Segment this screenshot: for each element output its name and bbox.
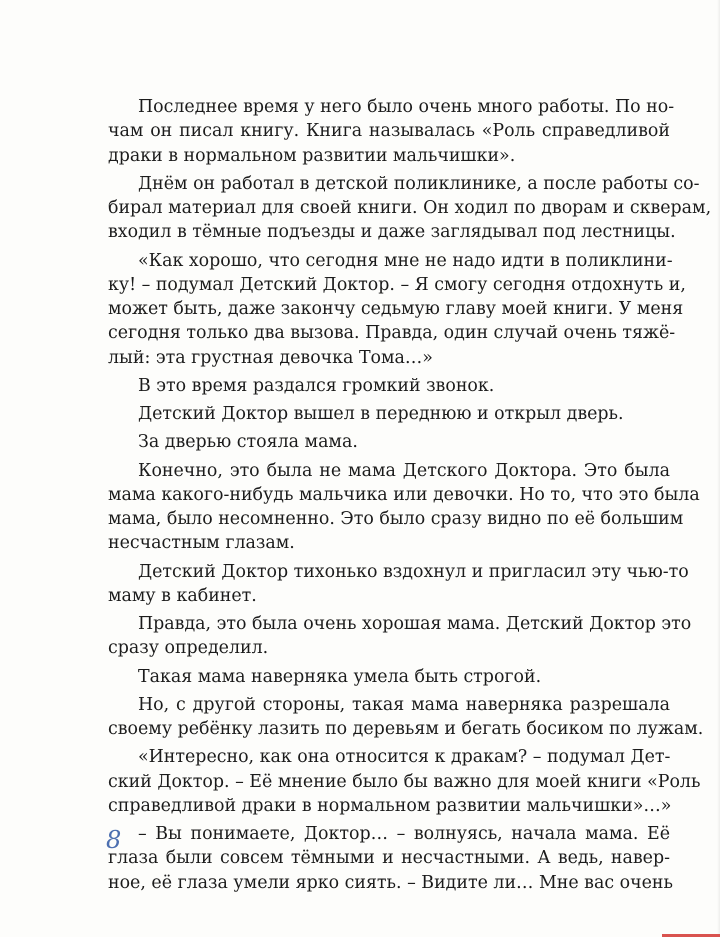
text-line: мама, было несомненно. Это было сразу видно по её большим <box>108 509 684 529</box>
text-line: бирал материал для своей книги. Он ходил по дворам и скверам, <box>108 198 712 218</box>
paragraph <box>108 459 700 556</box>
text-line: В это время раздался громкий звонок. <box>138 375 495 396</box>
text-line: Конечно, это была не мама Детского Доктора. Это была <box>138 460 670 481</box>
paragraph <box>108 95 675 168</box>
paragraph <box>108 665 670 689</box>
text-line: ку! – подумал Детский Доктор. – Я смогу сегодня отдохнуть и, <box>108 274 686 295</box>
text-line: ное, её глаза умели ярко сиять. – Видите ли… Мне вас очень <box>108 872 673 893</box>
text-line: Детский Доктор вышел в переднюю и открыл дверь. <box>138 404 624 424</box>
paragraph <box>108 560 689 609</box>
paragraph <box>108 249 686 370</box>
paragraph <box>108 402 670 426</box>
text-line: драки в нормальном развитии мальчишки». <box>108 145 516 166</box>
body-text <box>108 95 712 895</box>
paragraph <box>108 693 704 742</box>
paragraph <box>108 745 701 818</box>
text-line: сегодня только два вызова. Правда, один случай очень тяжё- <box>108 323 676 344</box>
text-line: Детский Доктор тихонько вздохнул и пригласил эту чью-то <box>138 561 689 582</box>
text-line: «Интересно, как она относится к дракам? – подумал Дет- <box>138 747 671 768</box>
text-line: Днём он работал в детской поликлинике, а после работы со- <box>138 173 700 194</box>
text-line: – Вы понимаете, Доктор… – волнуясь, начала мама. Её <box>138 824 670 844</box>
text-line: глаза были совсем тёмными и несчастными. А ведь, навер- <box>108 848 670 869</box>
text-line: входил в тёмные подъезды и даже заглядывал под лестницы. <box>108 222 676 243</box>
text-line: сразу определил. <box>108 638 269 659</box>
paragraph <box>108 430 670 454</box>
text-line: ский Доктор. – Её мнение было бы важно для моей книги «Роль <box>108 771 701 792</box>
text-line: справедливой драки в нормальном развитии мальчишки»…» <box>108 795 672 816</box>
text-line: чам он писал книгу. Книга называлась «Роль справедливой <box>108 121 670 142</box>
paragraph <box>108 374 670 398</box>
text-line: может быть, даже закончу седьмую главу моей книги. У меня <box>108 299 684 319</box>
paragraph <box>108 822 673 895</box>
text-line: маму в кабинет. <box>108 585 257 606</box>
text-line: Такая мама наверняка умела быть строгой. <box>138 666 542 687</box>
paragraph <box>108 612 692 661</box>
paragraph <box>108 172 712 245</box>
page-number: 8 <box>106 826 122 854</box>
text-line: несчастным глазам. <box>108 533 295 554</box>
text-line: За дверью стояла мама. <box>138 432 358 453</box>
text-line: Но, с другой стороны, такая мама наверняка разрешала <box>138 694 670 715</box>
text-line: лый: эта грустная девочка Тома…» <box>108 347 433 368</box>
text-line: мама какого-нибудь мальчика или девочки. Но то, что это была <box>108 484 700 505</box>
text-line: Последнее время у него было очень много работы. По но- <box>138 97 675 117</box>
text-line: Правда, это была очень хорошая мама. Детский Доктор это <box>138 614 692 634</box>
text-line: своему ребёнку лазить по деревьям и бегать босиком по лужам. <box>108 719 704 739</box>
text-line: «Как хорошо, что сегодня мне не надо идти в поликлини- <box>138 250 673 271</box>
